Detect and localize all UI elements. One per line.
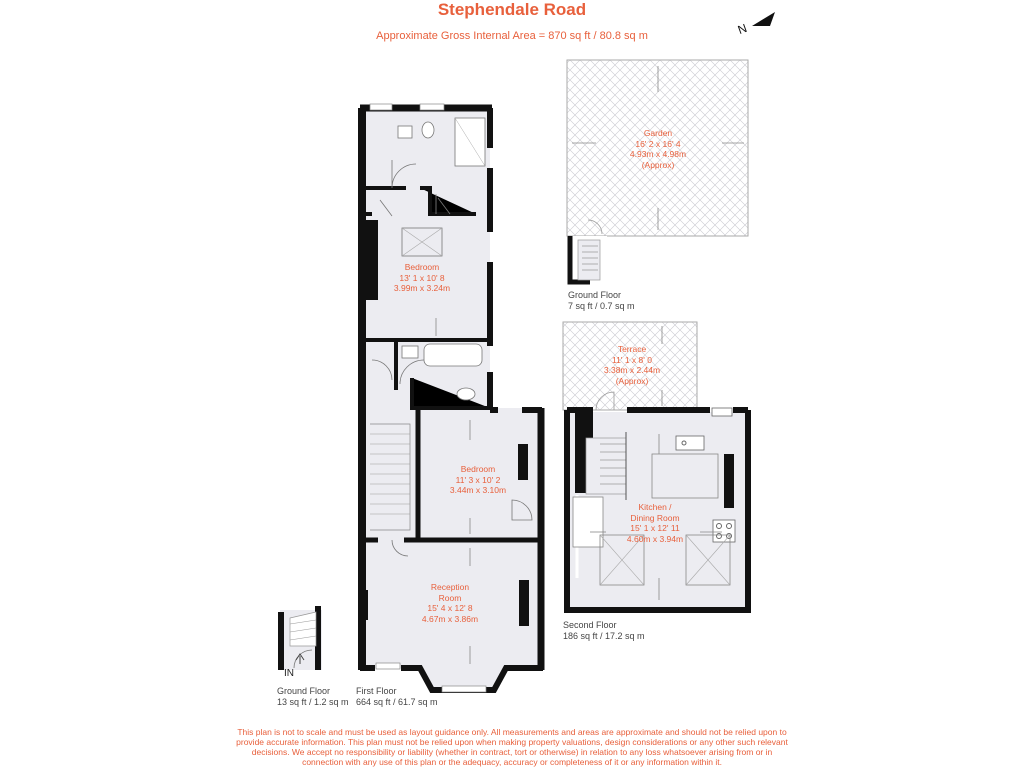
garden-label: Garden 16' 2 x 16' 4 4.93m x 4.98m (Approx) bbox=[629, 128, 687, 170]
compass-north-label: N bbox=[735, 20, 749, 38]
ground-floor-top-caption: Ground Floor 7 sq ft / 0.7 sq m bbox=[568, 290, 635, 311]
kitchen-label: Kitchen / Dining Room 15' 1 x 12' 11 4.60m x 3.94m bbox=[626, 502, 684, 544]
plan-title: Stephendale Road bbox=[437, 0, 587, 19]
entrance-label: IN bbox=[284, 668, 294, 679]
compass-icon bbox=[752, 12, 775, 26]
reception-label: Reception Room 15' 4 x 12' 8 4.67m x 3.86m bbox=[421, 582, 479, 624]
ground-floor-entrance bbox=[280, 606, 322, 670]
bedroom-upper-label: Bedroom 13' 1 x 10' 8 3.99m x 3.24m bbox=[393, 262, 451, 293]
garden-area bbox=[567, 60, 748, 282]
terrace-label: Terrace 11' 1 x 8' 0 3.38m x 2.44m (Approx) bbox=[603, 344, 661, 386]
bedroom-lower-label: Bedroom 11' 3 x 10' 2 3.44m x 3.10m bbox=[449, 464, 507, 495]
gross-area-subtitle: Approximate Gross Internal Area = 870 sq ft / 80.8 sq m bbox=[376, 30, 648, 42]
disclaimer: This plan is not to scale and must be used as layout guidance only. All measurements and areas are approximate and should not be relied upon to provide accurate information. This plan must not be relied upon when making property valuations, design considerations or any other such relevant decisions. We accept no responsibility or liability (whether in contract, tort or otherwise) in relation to any loss whatsoever arising from or in connection with any use of this plan or the adequacy, accuracy or completeness of it or any information within it. bbox=[236, 727, 788, 767]
first-floor-caption: First Floor 664 sq ft / 61.7 sq m bbox=[356, 686, 438, 707]
ground-floor-bottom-caption: Ground Floor 13 sq ft / 1.2 sq m bbox=[277, 686, 349, 707]
second-floor-caption: Second Floor 186 sq ft / 17.2 sq m bbox=[563, 620, 645, 641]
